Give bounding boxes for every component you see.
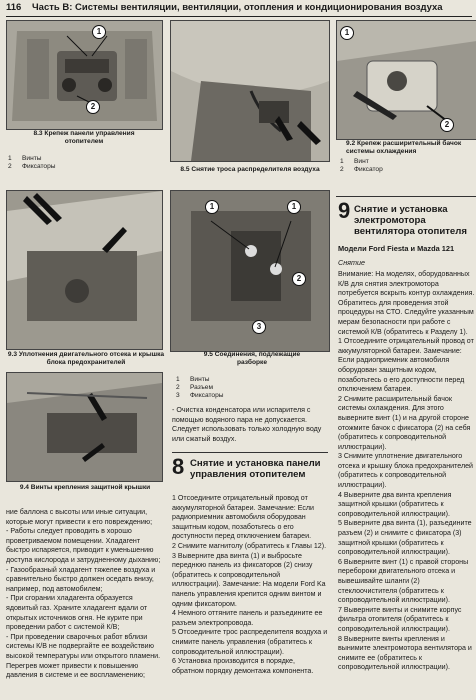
legend-item: 1 Винты bbox=[176, 376, 210, 383]
callout-9-2-b: 2 bbox=[440, 118, 454, 132]
legend-item: 1 Винты bbox=[8, 155, 42, 162]
legend-item: 1 Винт bbox=[340, 158, 369, 165]
photo-9-5 bbox=[170, 190, 330, 352]
section-8-number: 8 bbox=[172, 454, 185, 479]
paragraph: 3 Выверните два винта (1) и выбросьте переднюю панель из фиксаторов (2) снизу (обратитесь к сопроводительной иллюстрации). Замечание: На модели Ford Ka панель управления крепится одним винтом и одним фиксатором. bbox=[172, 551, 326, 608]
legend-item: 2 Фиксатор bbox=[340, 166, 383, 173]
photo-9-4 bbox=[6, 372, 163, 482]
paragraph: 6 Установка производится в порядке, обратном порядку демонтажа компонента. bbox=[172, 657, 314, 675]
caption-9-3: 9.3 Уплотнения двигательного отсека и крышка блока предохранителей bbox=[7, 351, 165, 366]
caption-8-3: 8.3 Крепеж панели управления отопителем bbox=[33, 130, 135, 145]
callout-9-5-d: 3 bbox=[252, 320, 266, 334]
removal-subheading: Снятие bbox=[338, 258, 365, 267]
paragraph: Внимание: На моделях, оборудованных К/В для снятия электромотора потребуется вскрыть контур охлаждения. Обратитесь для проведения этой процедуры на СТО. Следуйте указанным мерам безопасности при работе с системой К/В (обратитесь к Разделу 1). bbox=[338, 270, 475, 336]
legend-8-3 bbox=[8, 155, 56, 171]
paragraph: 8 Выверните винты крепления и вынимите электромотора вентилятора и снимите ее (обратитесь к сопроводительной иллюстрации). bbox=[338, 634, 472, 672]
divider bbox=[172, 452, 328, 453]
section-8-body bbox=[172, 494, 328, 700]
callout-9-5-b: 1 bbox=[287, 200, 301, 214]
section-8-title: Снятие и установка панели управления отопителем bbox=[190, 458, 321, 480]
paragraph: 7 Выверните винты и снимите корпус фильтра отопителя (обратитесь к сопроводительной иллюстрации). bbox=[338, 605, 462, 633]
paragraph: 2 Снимите магнитолу (обратитесь к Главы 12). bbox=[172, 541, 327, 550]
paragraph: 3 Снимите уплотнение двигательного отсека и крышку блока предохранителей (обратитесь к сопроводительной иллюстрации). bbox=[338, 452, 474, 490]
caption-8-5: 8.5 Снятие троса распределителя воздуха bbox=[180, 166, 320, 173]
section-9-body bbox=[338, 270, 476, 700]
paragraph: 1 Отсоедините отрицательный провод от аккумуляторной батареи. Замечание: Если радиоприемник автомобиля оборудован защитным кодом, позаботьтесь о его доступности перед отключением батареи. bbox=[338, 337, 474, 394]
paragraph: ние баллона с высоты или иные ситуации, которые могут привести к его повреждению; bbox=[6, 508, 153, 526]
photo-9-3 bbox=[6, 190, 163, 350]
caption-9-2: 9.2 Крепеж расширительный бачок системы охлаждения bbox=[346, 140, 462, 155]
paragraph: - Работы следует проводить в хорошо проветриваемом помещении. Хладагент быстро испаряется, приводит к уменьшению доступа кислорода и затрудненному дыханию; bbox=[6, 527, 161, 564]
callout-9-5-c: 2 bbox=[292, 272, 306, 286]
paragraph: 5 Выверните два винта (1), разъедините разъем (2) и снимите с фиксатора (3) защитной крышки (обратитесь к сопроводительной иллюстрации). bbox=[338, 519, 472, 557]
divider bbox=[336, 196, 476, 197]
legend-9-2 bbox=[340, 158, 383, 174]
photo-8-5 bbox=[170, 20, 330, 162]
paragraph: 4 Выверните два винта крепления защитной крышки (обратитесь к сопроводительной иллюстрации). bbox=[338, 490, 452, 518]
paragraph: 4 Немного оттяните панель и разъедините ее разъем электропровода. bbox=[172, 609, 323, 627]
legend-item: 3 Фиксаторы bbox=[176, 392, 224, 399]
callout-8-3-b: 2 bbox=[86, 100, 100, 114]
callout-8-3-a: 1 bbox=[92, 25, 106, 39]
paragraph: - Газообразный хладагент тяжелее воздуха и сравнительно быстро должен оседать внизу, например, под автомобилем; bbox=[6, 565, 156, 593]
paragraph: 1 Отсоедините отрицательный провод от аккумуляторной батареи. Замечание: Если радиоприемник автомобиля оборудован защитным кодом, позаботьтесь о его доступности перед отключением батареи. bbox=[172, 494, 315, 541]
photo-9-2 bbox=[336, 20, 476, 140]
callout-9-5-a: 1 bbox=[205, 200, 219, 214]
page-number: 116 bbox=[6, 2, 22, 13]
legend-item: 2 Фиксаторы bbox=[8, 163, 56, 170]
legend-9-5 bbox=[176, 376, 224, 400]
caption-9-4: 9.4 Винты крепления защитной крышки bbox=[19, 484, 151, 491]
legend-item: 2 Разъем bbox=[176, 384, 213, 391]
paragraph: - При проведении сварочных работ вблизи системы К/В не подвергайте ее воздействию высокой температуры или открытого пламени. Перегрев может привести к повышению давления в системе и ее воспламенению; bbox=[6, 632, 161, 680]
paragraph: - При сгорании хладагента образуется ядовитый газ. Храните хладагент вдали от открытых источников огня. Не курите при проведении работ с системой К/В; bbox=[6, 594, 148, 632]
middle-top-text: - Очистка конденсатора или испарителя с помощью водяного пара не допускается. Следует использовать только холодную воду или сжатый воздух. bbox=[172, 406, 322, 443]
section-9-number: 9 bbox=[338, 198, 351, 223]
section-9-title: Снятие и установка электромотора вентилятора отопителя bbox=[354, 204, 467, 237]
paragraph: 6 Выверните винт (1) с правой стороны перебороки двигательного отсека и вывешивайте шланги (2) стеклоочистителя (обратитесь к сопроводительной иллюстрации). bbox=[338, 557, 469, 605]
models-subtitle: Модели Ford Fiesta и Mazda 121 bbox=[338, 244, 455, 253]
paragraph: 2 Снимите расширительный бачок системы охлаждения. Для этого выверните винт (1) и на другой стороне отожмите бачок с фиксатора (2) на себя (обратитесь к сопроводительной иллюстрации). bbox=[338, 394, 471, 451]
paragraph: 5 Отсоедините трос распределителя воздуха и снимите панель управления (обратитесь к сопроводительной иллюстрации). bbox=[172, 628, 328, 656]
header-title: Часть В: Системы вентиляции, вентиляции, отопления и кондиционирования воздуха bbox=[32, 2, 443, 13]
caption-9-5: 9.5 Соединения, подлежащие разборке bbox=[203, 351, 301, 366]
callout-9-2-a: 1 bbox=[340, 26, 354, 40]
left-column-text bbox=[6, 508, 162, 700]
page-header bbox=[6, 2, 472, 17]
photo-8-3 bbox=[6, 20, 163, 130]
